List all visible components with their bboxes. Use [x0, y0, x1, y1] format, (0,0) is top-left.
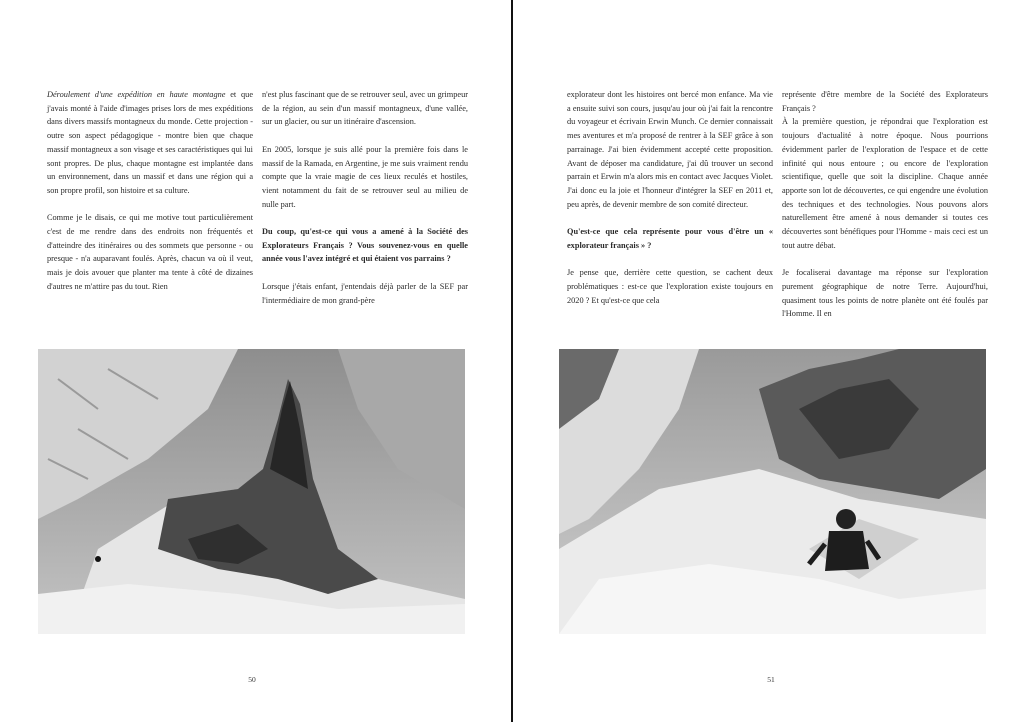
paragraph: Je focaliserai davantage ma réponse sur l'exploration purement géographique de notre Terre. Aujourd'hui, quasiment tous les points de notre planète ont été foulés par l'Homme. Il en [782, 268, 988, 319]
italic-title: Déroulement d'une expédition en haute montagne [47, 90, 226, 99]
paragraph: Lorsque j'étais enfant, j'entendais déjà parler de la SEF par l'intermédiaire de mon grand-père [262, 281, 468, 305]
mountain-photo-right [559, 349, 986, 634]
paragraph: n'est plus fascinant que de se retrouver seul, avec un grimpeur de la région, au sein d'un massif montagneux, d'une vallée, sur un glacier, ou sur un itinéraire d'ascension. [262, 90, 468, 127]
photo-left-graphic [38, 349, 465, 634]
mountain-photo-left [38, 349, 465, 634]
paragraph-text: et que j'avais monté à l'aide d'images prises lors de mes expéditions dans divers massifs montagneux du monde. Cette projection - outre son aspect pédagogique - montre bien que chaque massif montagneux a son visage et ses caractéristiques qui lui sont propres. De plus, chaque montagne est implantée dans un environnement, dans un massif et dans une région qui a son propre profil, son histoire et sa culture. [47, 90, 253, 195]
interview-question: Qu'est-ce que cela représente pour vous d'être un « explorateur français » ? [567, 227, 773, 250]
paragraph: En 2005, lorsque je suis allé pour la première fois dans le massif de la Ramada, en Argentine, je me suis vraiment rendu compte que la vraie magie de ces lieux reculés et hostiles, vient notamment du fait de se retrouver seul au milieu de nulle part. [262, 144, 468, 209]
photo-right-graphic [559, 349, 986, 634]
right-column-1 [567, 88, 773, 321]
paragraph: Je pense que, derrière cette question, se cachent deux problématiques : est-ce que l'exploration existe toujours en 2020 ? Et qu'est-ce que cela [567, 268, 773, 305]
paragraph: explorateur dont les histoires ont bercé mon enfance. Ma vie a ensuite suivi son cours, jusqu'au jour où j'ai fait la rencontre du voyageur et écrivain Erwin Munch. Ce dernier connaissait mes aventures et m'a proposé de rentrer à la SEF grâce à son parrainage. J'ai bien évidemment accepté cette proposition. Avant de déposer ma candidature, j'ai dû trouver un second parrain et Erwin m'a alors mis en contact avec Jacques Violet. J'ai donc eu la joie et l'honneur d'intégrer la SEF en 2011 et, peu après, de devenir membre de son comité directeur. [567, 90, 773, 209]
interview-question: Du coup, qu'est-ce qui vous a amené à la Société des Explorateurs Français ? Vous souvenez-vous en quelle année vous l'avez intégré et qui étaient vos parrains ? [262, 227, 468, 264]
page-number: 51 [767, 675, 775, 684]
page-right [513, 0, 1024, 722]
right-column-2 [782, 88, 988, 335]
paragraph [47, 88, 253, 198]
left-column-1 [47, 88, 253, 307]
paragraph: représente d'être membre de la Société des Explorateurs Français ? [782, 90, 988, 113]
page-left [0, 0, 511, 722]
left-column-2 [262, 88, 468, 321]
paragraph: À la première question, je répondrai que l'exploration est toujours d'actualité à notre époque. Nous pourrions évidemment parler de l'exploration de l'espace et de cette infinité qui nous entoure ; ou encore de l'exploration scientifique, quelle que soit la discipline. Chaque année apporte son lot de découvertes, ce qui engendre une évolution des techniques et des technologies. Nous pouvons alors naturellement être amené à nous demander si toutes ces découvertes sont bénéfiques pour l'Homme - mais ceci est un tout autre débat. [782, 117, 988, 250]
page-number: 50 [248, 675, 256, 684]
paragraph: Comme je le disais, ce qui me motive tout particulièrement c'est de me rendre dans des endroits non fréquentés et d'atteindre des itinéraires ou des sommets que personne - ou presque - n'a auparavant foulés. Après, chacun va où il veut, mais je dois avouer que planter ma tente à côté de dizaines d'autres ne m'attire pas du tout. Rien [47, 213, 253, 291]
